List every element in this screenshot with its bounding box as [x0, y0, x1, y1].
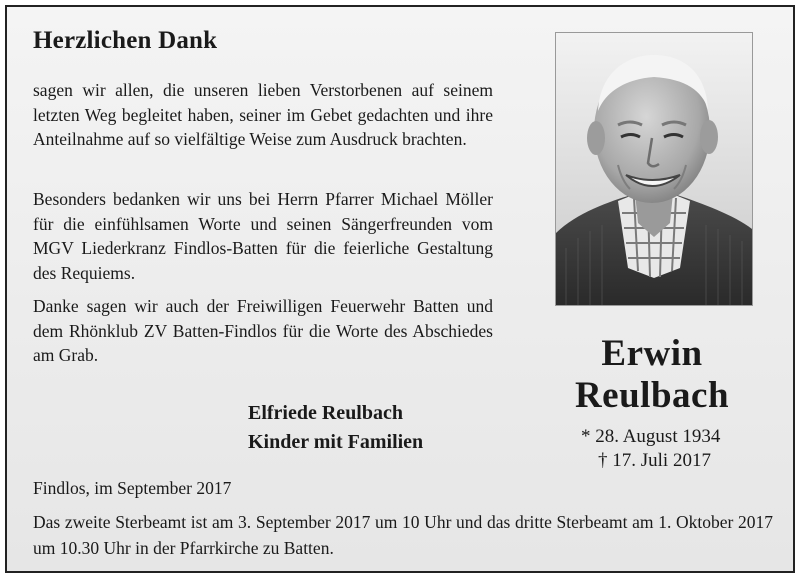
- signers: [248, 399, 423, 457]
- birth-date: * 28. August 1934: [581, 426, 721, 447]
- place-date: Findlos, im September 2017: [33, 478, 232, 498]
- obituary-notice: [5, 5, 795, 573]
- death-date: † 17. Juli 2017: [598, 450, 711, 471]
- portrait-image: [556, 33, 752, 305]
- life-dates: [581, 425, 720, 473]
- service-note: Das zweite Sterbeamt ist am 3. September 2017 um 10 Uhr und das dritte Sterbeamt am 1. Oktober 2017 um 10.30 Uhr in der Pfarrkirche zu Batten.: [33, 512, 773, 558]
- signer-name: Elfriede Reulbach: [248, 402, 403, 424]
- signer-family: Kinder mit Familien: [248, 431, 424, 453]
- thanks-paragraph-2: Besonders bedanken wir uns bei Herrn Pfarrer Michael Möller für die einfühlsamen Worte und seinen Sängerfreunden vom MGV Liederkranz Findlos-Batten für die feierliche Gestaltung des Requiems.: [33, 189, 493, 283]
- deceased-name: [547, 333, 757, 417]
- deceased-first-name: Erwin: [601, 333, 703, 374]
- thanks-paragraph-3: Danke sagen wir auch der Freiwilligen Feuerwehr Batten und dem Rhönklub ZV Batten-Findlos für die Worte des Abschiedes am Grab.: [33, 296, 493, 365]
- heading: Herzlichen Dank: [33, 27, 218, 54]
- deceased-last-name: Reulbach: [574, 375, 730, 416]
- thanks-paragraph-1: sagen wir allen, die unseren lieben Verstorbenen auf seinem letzten Weg begleitet haben, seiner im Gebet gedachten und ihre Anteilnahme auf so vielfältige Weise zum Ausdruck brachten.: [33, 80, 493, 149]
- portrait-photo: [555, 32, 753, 306]
